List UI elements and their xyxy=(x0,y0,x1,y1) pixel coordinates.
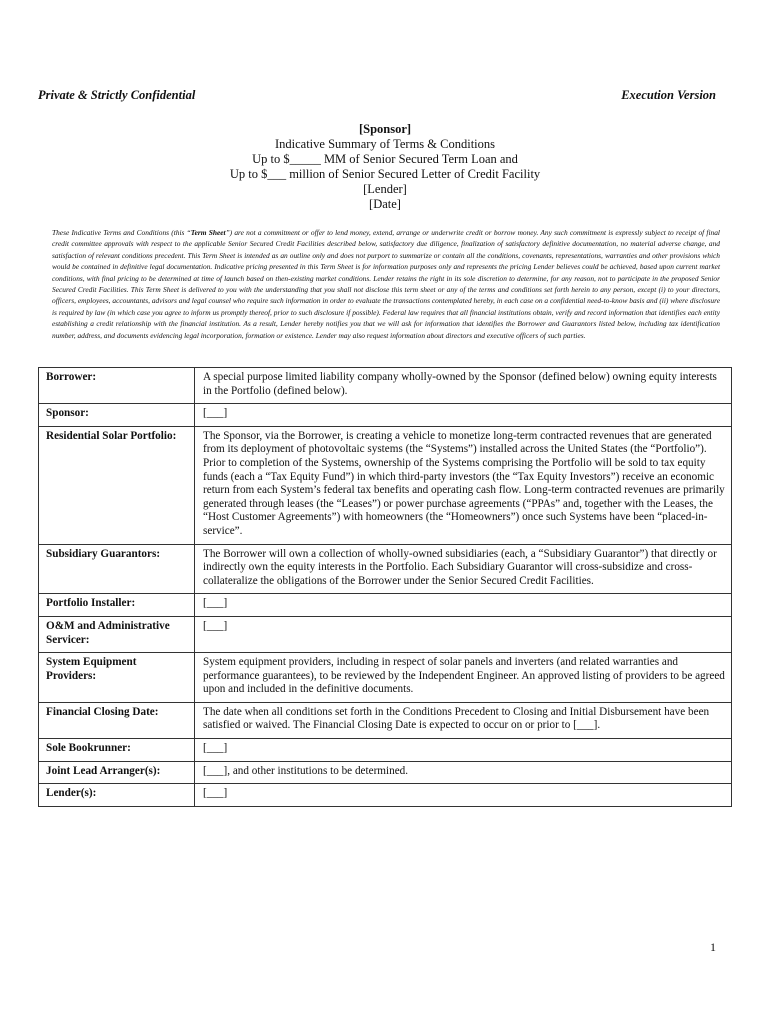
term-value: A special purpose limited liability company wholly-owned by the Sponsor (defined below) owning equity interests in the Portfolio (defined below). xyxy=(195,368,732,404)
term-value: The Borrower will own a collection of wholly-owned subsidiaries (each, a “Subsidiary Guarantor”) that directly or indirectly own the equity interests in the Portfolio. Each Subsidiary Guarantor will cross-subsidize and cross-collateralize the obligations of the Borrower under the Senior Secured Credit Facilities. xyxy=(195,544,732,594)
term-label: Lender(s): xyxy=(39,784,195,807)
term-value: [___] xyxy=(195,616,732,652)
term-value: [___] xyxy=(195,404,732,427)
summary-title: Indicative Summary of Terms & Conditions xyxy=(274,137,496,151)
term-label: System Equipment Providers: xyxy=(39,653,195,703)
term-label: Residential Solar Portfolio: xyxy=(39,426,195,544)
table-row xyxy=(39,544,732,594)
disclaimer-pre: These Indicative Terms and Conditions (this “ xyxy=(52,228,191,237)
term-label: Sponsor: xyxy=(39,404,195,427)
term-value: The date when all conditions set forth in the Conditions Precedent to Closing and Initial Disbursement have been satisfied or waived. The Financial Closing Date is expected to occur on or prior to [___]. xyxy=(195,702,732,738)
term-label: O&M and Administrative Servicer: xyxy=(39,616,195,652)
terms-table xyxy=(38,367,732,807)
table-row xyxy=(39,739,732,762)
term-value: The Sponsor, via the Borrower, is creating a vehicle to monetize long-term contracted revenues that are generated from its deployment of photovoltaic systems (the “Systems”) installed across the United States (the “Portfolio”). Prior to completion of the Systems, ownership of the Systems comprising the Portfolio will be sold to tax equity funds (each a “Tax Equity Fund”) in which third-party investors (the “Tax Equity Investors”) receive an economic return from each System’s federal tax benefits and operating cash flow. Long-term contracted revenues are primarily generated through leases (the “Leases”) or power purchase agreements (“PPAs” and, together with the Leases, the “Host Customer Agreements”) with homeowners (the “Homeowners”) once such Systems have been “placed-in-service”. xyxy=(195,426,732,544)
term-label: Subsidiary Guarantors: xyxy=(39,544,195,594)
table-row xyxy=(39,653,732,703)
table-row xyxy=(39,761,732,784)
disclaimer-post: ”) are not a commitment or offer to lend money, extend, arrange or underwrite credit or borrow money. Any such commitment is expressly subject to receipt of final credit committee approvals with respect to the applicable Senior Secured Credit Facilities described below, satisfactory due diligence, finalization of satisfactory definitive documentation, no material adverse change, and satisfaction of relevant conditions precedent. This Term Sheet is intended as an outline only and does not purport to summarize or contain all the conditions, covenants, representations, warranties and other provisions which would be contained in definitive legal documentation. Indicative pricing presented in this Term Sheet is for information purposes only and represents the pricing Lender believes could be achieved, based upon current market conditions, with final pricing to be determined at time of launch based on then-existing market conditions. Lender retains the right in its sole discretion to determine, for any reason, not to participate in the proposed Senior Secured Credit Facilities. This Term Sheet is delivered to you with the understanding that you shall not disclose this term sheet or any of the terms and conditions set forth herein to any person, except (i) to your directors, officers, employees, accountants, advisors and legal counsel who require such information in order to evaluate the transactions contemplated hereby, in each case on a confidential need-to-know basis and (ii) where disclosure is required by law (in which case you agree to inform us promptly thereof, prior to such disclosure if possible). Federal law requires that all financial institutions obtain, verify and record information that identifies each entity establishing a credit relationship with the financial institution. As a result, Lender hereby notifies you that we will ask for information that identifies the Borrower and Guarantors listed below, including tax identification number, address, and documents evidencing legal incorporation, formation or existence. Lender may also request information about directors and executive officers of such parties. xyxy=(52,228,720,340)
term-loan-title: Up to $_____ MM of Senior Secured Term Loan and xyxy=(252,152,518,166)
term-label: Financial Closing Date: xyxy=(39,702,195,738)
term-value: System equipment providers, including in respect of solar panels and inverters (and related warranties and performance guarantees), to be reviewed by the Independent Engineer. An approved listing of providers to be agreed upon and included in the definitive documents. xyxy=(195,653,732,703)
term-value: [___] xyxy=(195,784,732,807)
table-row xyxy=(39,616,732,652)
version-header: Execution Version xyxy=(621,88,716,102)
sponsor-title: [Sponsor] xyxy=(358,122,412,136)
table-row xyxy=(39,426,732,544)
disclaimer-paragraph xyxy=(52,227,720,341)
term-value: [___], and other institutions to be determined. xyxy=(195,761,732,784)
table-row xyxy=(39,404,732,427)
term-label: Portfolio Installer: xyxy=(39,594,195,617)
term-value: [___] xyxy=(195,739,732,762)
term-label: Sole Bookrunner: xyxy=(39,739,195,762)
disclaimer-term-sheet: Term Sheet xyxy=(190,228,226,237)
table-row xyxy=(39,784,732,807)
page-number: 1 xyxy=(710,940,716,954)
letter-of-credit-title: Up to $___ million of Senior Secured Letter of Credit Facility xyxy=(229,167,541,181)
date-title: [Date] xyxy=(369,197,401,211)
term-value: [___] xyxy=(195,594,732,617)
table-row xyxy=(39,702,732,738)
document-title-block xyxy=(0,122,770,212)
confidentiality-header: Private & Strictly Confidential xyxy=(38,88,196,102)
table-row xyxy=(39,594,732,617)
term-label: Joint Lead Arranger(s): xyxy=(39,761,195,784)
table-row xyxy=(39,368,732,404)
lender-title: [Lender] xyxy=(363,182,407,196)
term-label: Borrower: xyxy=(39,368,195,404)
